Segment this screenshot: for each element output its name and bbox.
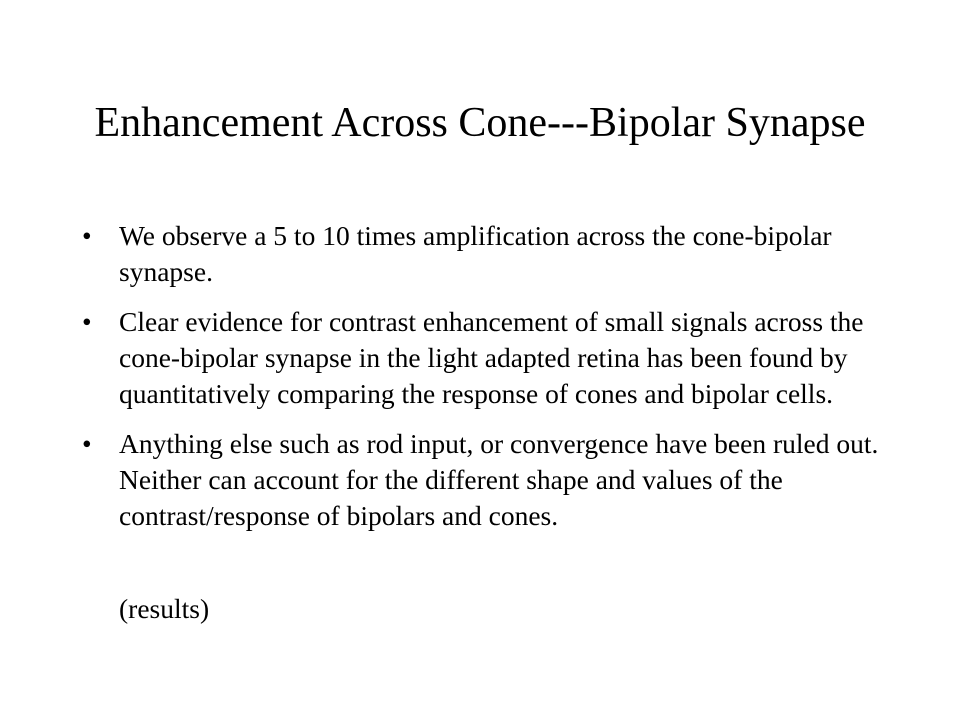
bullet-item [82,304,892,412]
bullet-item [82,426,892,534]
bullet-text: Clear evidence for contrast enhancement of small signals across the cone-bipolar synapse in the light adapted retina has been found by quantitatively comparing the response of cones and bipolar cells. [119,306,864,409]
bullet-icon: • [82,428,92,459]
bullet-icon: • [82,220,92,251]
bullet-list [82,218,892,548]
bullet-text: We observe a 5 to 10 times amplification across the cone-bipolar synapse. [119,220,832,287]
bullet-text: Anything else such as rod input, or convergence have been ruled out. Neither can account for the different shape and values of the contrast/response of bipolars and cones. [119,428,879,531]
bullet-item [82,218,892,290]
bullet-icon: • [82,306,92,337]
slide-title: Enhancement Across Cone---Bipolar Synapse [94,100,866,146]
results-note: (results) [119,593,210,624]
